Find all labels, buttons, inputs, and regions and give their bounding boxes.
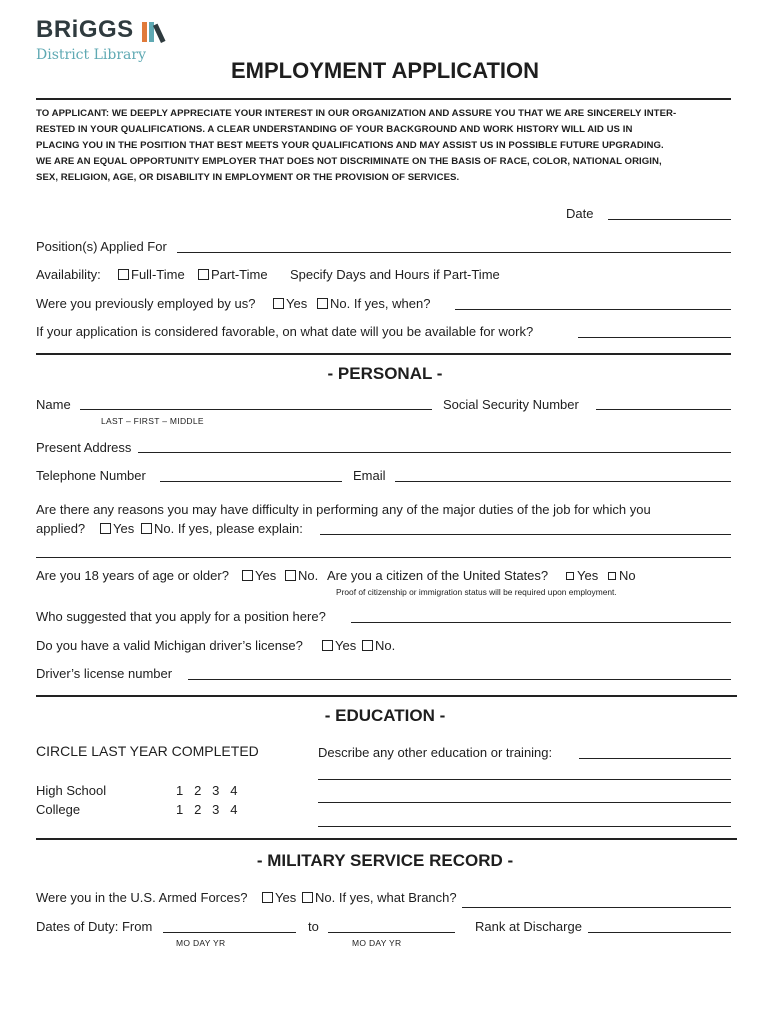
license-yes-checkbox[interactable] <box>322 640 333 651</box>
date-label: Date <box>566 206 594 221</box>
rank-field[interactable] <box>588 932 731 933</box>
citizen-yes-checkbox[interactable] <box>566 572 574 580</box>
license-number-field[interactable] <box>188 679 731 680</box>
ssn-field[interactable] <box>596 409 731 410</box>
age-no[interactable]: No. <box>285 568 318 584</box>
name-label: Name <box>36 397 71 412</box>
phone-label: Telephone Number <box>36 468 146 483</box>
citizen-yes[interactable]: Yes <box>566 568 598 584</box>
date-from-field[interactable] <box>163 932 296 933</box>
armed-forces-yes-checkbox[interactable] <box>262 892 273 903</box>
difficulty-no[interactable]: No. If yes, please explain: <box>141 521 303 537</box>
part-time-option[interactable]: Part-Time <box>198 267 268 283</box>
citizen-no-checkbox[interactable] <box>608 572 616 580</box>
name-hint: LAST – FIRST – MIDDLE <box>101 416 204 426</box>
name-field[interactable] <box>80 409 432 410</box>
difficulty-no-checkbox[interactable] <box>141 523 152 534</box>
email-label: Email <box>353 468 386 483</box>
full-time-checkbox[interactable] <box>118 269 129 280</box>
other-education-field-2[interactable] <box>318 779 731 780</box>
prev-employed-no-checkbox[interactable] <box>317 298 328 309</box>
position-field[interactable] <box>177 252 731 253</box>
armed-forces-question: Were you in the U.S. Armed Forces? <box>36 890 248 905</box>
prev-employed-label: Were you previously employed by us? <box>36 296 256 311</box>
age-question: Are you 18 years of age or older? <box>36 568 229 583</box>
difficulty-explain-field-2[interactable] <box>36 557 731 558</box>
license-number-label: Driver’s license number <box>36 666 173 681</box>
license-question: Do you have a valid Michigan driver’s license? <box>36 638 303 653</box>
college-years[interactable]: 1 2 3 4 <box>176 802 238 817</box>
difficulty-yes-checkbox[interactable] <box>100 523 111 534</box>
license-no-checkbox[interactable] <box>362 640 373 651</box>
armed-forces-no-checkbox[interactable] <box>302 892 313 903</box>
applicant-notice <box>36 106 736 186</box>
other-education-field-4[interactable] <box>318 826 731 827</box>
date-to-field[interactable] <box>328 932 455 933</box>
military-divider <box>36 838 737 840</box>
availability-label: Availability: <box>36 267 101 282</box>
available-date-field[interactable] <box>578 337 731 338</box>
notice-line: RESTED IN YOUR QUALIFICATIONS. A CLEAR UNDERSTANDING OF YOUR BACKGROUND AND WORK HISTORY WILL AID US IN <box>36 124 633 135</box>
armed-forces-no[interactable]: No. If yes, what Branch? <box>302 890 457 906</box>
dates-to-label: to <box>308 919 319 934</box>
phone-field[interactable] <box>160 481 342 482</box>
notice-line: TO APPLICANT: WE DEEPLY APPRECIATE YOUR INTEREST IN OUR ORGANIZATION AND ASSURE YOU THAT WE ARE SINCERELY INTER- <box>36 108 677 119</box>
date-to-hint: MO DAY YR <box>352 938 402 948</box>
logo-subtitle: District Library <box>36 47 146 63</box>
notice-line: SEX, RELIGION, AGE, OR DISABILITY IN EMPLOYMENT OR THE PROVISION OF SERVICES. <box>36 172 460 183</box>
college-label: College <box>36 802 81 817</box>
difficulty-yes[interactable]: Yes <box>100 521 134 537</box>
available-date-label: If your application is considered favorable, on what date will you be available for work? <box>36 324 534 339</box>
age-yes-checkbox[interactable] <box>242 570 253 581</box>
armed-forces-yes[interactable]: Yes <box>262 890 296 906</box>
education-divider <box>36 695 737 697</box>
position-label: Position(s) Applied For <box>36 239 167 254</box>
license-yes[interactable]: Yes <box>322 638 356 654</box>
prev-employed-no[interactable]: No. If yes, when? <box>317 296 430 312</box>
full-time-option[interactable]: Full-Time <box>118 267 185 283</box>
notice-line: PLACING YOU IN THE POSITION THAT BEST MEETS YOUR QUALIFICATIONS AND MAY ASSIST US IN POSSIBLE FUTURE UPGRADING. <box>36 140 664 151</box>
circle-year-label: CIRCLE LAST YEAR COMPLETED <box>36 743 259 759</box>
part-time-checkbox[interactable] <box>198 269 209 280</box>
page-title: EMPLOYMENT APPLICATION <box>231 58 539 83</box>
logo-brand: BRiGGS <box>36 16 134 43</box>
date-from-hint: MO DAY YR <box>176 938 226 948</box>
personal-heading: - PERSONAL - <box>327 364 443 383</box>
high-school-years[interactable]: 1 2 3 4 <box>176 783 238 798</box>
book-stack-icon <box>140 20 176 44</box>
branch-field[interactable] <box>462 907 731 908</box>
address-label: Present Address <box>36 440 132 455</box>
citizen-question: Are you a citizen of the United States? <box>327 568 549 583</box>
dates-from-label: Dates of Duty: From <box>36 919 153 934</box>
personal-divider <box>36 353 731 355</box>
prev-employed-yes-checkbox[interactable] <box>273 298 284 309</box>
email-field[interactable] <box>395 481 731 482</box>
age-no-checkbox[interactable] <box>285 570 296 581</box>
license-no[interactable]: No. <box>362 638 395 654</box>
difficulty-question: Are there any reasons you may have difficulty in performing any of the major duties of the job for which you <box>36 502 651 517</box>
prev-employed-yes[interactable]: Yes <box>273 296 307 312</box>
title-divider <box>36 98 731 100</box>
ssn-label: Social Security Number <box>443 397 579 412</box>
citizen-note: Proof of citizenship or immigration status will be required upon employment. <box>336 587 617 597</box>
citizen-no[interactable]: No <box>608 568 636 584</box>
other-education-label: Describe any other education or training: <box>318 745 553 760</box>
education-heading: - EDUCATION - <box>324 706 446 725</box>
age-yes[interactable]: Yes <box>242 568 276 584</box>
suggested-field[interactable] <box>351 622 731 623</box>
prev-employed-when-field[interactable] <box>455 309 731 310</box>
address-field[interactable] <box>138 452 731 453</box>
suggested-question: Who suggested that you apply for a position here? <box>36 609 326 624</box>
other-education-field[interactable] <box>579 758 731 759</box>
rank-label: Rank at Discharge <box>475 919 582 934</box>
other-education-field-3[interactable] <box>318 802 731 803</box>
date-field[interactable] <box>608 219 731 220</box>
military-heading: - MILITARY SERVICE RECORD - <box>256 851 514 870</box>
part-time-hours-label: Specify Days and Hours if Part-Time <box>290 267 500 282</box>
notice-line: WE ARE AN EQUAL OPPORTUNITY EMPLOYER THAT DOES NOT DISCRIMINATE ON THE BASIS OF RACE, COLOR, NATIONAL ORIGIN, <box>36 156 662 167</box>
difficulty-explain-field[interactable] <box>320 534 731 535</box>
difficulty-question-cont: applied? <box>36 521 86 536</box>
high-school-label: High School <box>36 783 107 798</box>
